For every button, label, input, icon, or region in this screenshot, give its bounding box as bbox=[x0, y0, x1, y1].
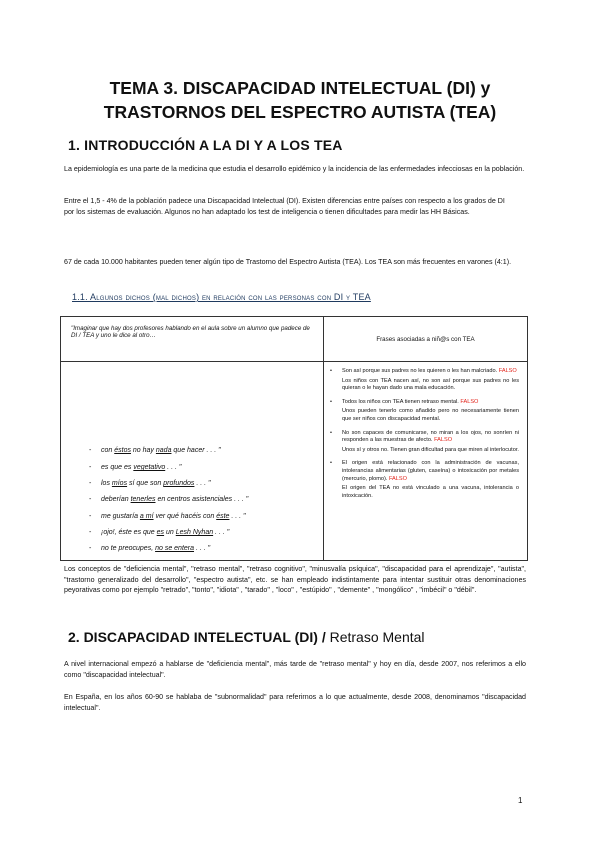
section-1-para-2-line-1: Entre el 1,5 - 4% de la población padece una Discapacidad Intelectual (DI). Existen diferencias entre países con respecto a los grados de DI bbox=[64, 197, 505, 205]
dash: - bbox=[89, 464, 92, 471]
quote-underline-2: éste bbox=[216, 513, 230, 520]
quote-line bbox=[89, 463, 181, 472]
falso-flag: FALSO bbox=[460, 398, 479, 405]
bullet-icon: • bbox=[330, 460, 332, 467]
quote-line bbox=[89, 495, 248, 504]
quote-underline-1: míos bbox=[111, 480, 128, 487]
page-title bbox=[60, 76, 540, 124]
quote-text-post: . . . " bbox=[229, 513, 246, 520]
falso-answer: Unos pueden tenerlo como añadido pero no necesariamente tienen que ser niños con discapacidad mental. bbox=[342, 408, 519, 422]
bullet-icon: • bbox=[330, 429, 332, 436]
quote-line bbox=[89, 512, 246, 521]
quote-underline-1: es bbox=[156, 529, 165, 536]
quote-text-mid: en centros asistenciales . . . " bbox=[155, 496, 249, 503]
falso-item bbox=[330, 399, 519, 424]
quote-underline-1: éstos bbox=[114, 447, 131, 454]
falso-answer: El origen del TEA no está vinculado a una vacuna, intolerancia o intoxicación. bbox=[342, 485, 519, 499]
claim-text: El origen está relacionado con la administración de vacunas, intolerancias alimentarias (gluten, caseína) o intoxicación por metales (mercurio, plomo). bbox=[342, 460, 519, 482]
falso-item bbox=[330, 368, 519, 393]
section-1-para-1: La epidemiología es una parte de la medicina que estudia el desarrollo epidémico y la incidencia de las enfermedades infecciosas en la población. bbox=[64, 165, 525, 173]
quote-underline-1: no se entera bbox=[155, 545, 195, 552]
quote-line bbox=[89, 446, 221, 455]
dash: - bbox=[89, 480, 92, 487]
quote-line bbox=[89, 479, 211, 488]
quote-underline-2: nada bbox=[155, 447, 172, 454]
bullet-icon: • bbox=[330, 368, 332, 374]
falso-claim bbox=[342, 368, 519, 376]
quote-line bbox=[89, 528, 229, 537]
quote-text-mid: . . . " bbox=[194, 545, 211, 552]
after-table-paragraph: Los conceptos de "deficiencia mental", "retraso mental", "retraso cognitivo", "minusvalía psíquica", "discapacidad para el aprendizaje", "autista", "trastorno generalizado del desarrollo", "espectro autista", etc. se han empleado indistintamente para intentar sustituir otras denominaciones peyorativas como por ejemplo "retrado", "tonto", "idiota" , "tarado" , "loco" , "estúpido" , "demente" , "mongólico" , "imbécil" o "débil". bbox=[64, 565, 526, 595]
falso-claim bbox=[342, 430, 519, 445]
quote-text-post: . . . " bbox=[213, 529, 230, 536]
right-header-cell: Frases asociadas a niñ@s con TEA bbox=[324, 317, 528, 362]
subheading-1-1: 1.1. Algunos dichos (mal dichos) en relación con las personas con DI y TEA bbox=[72, 292, 371, 302]
section-1-para-2 bbox=[64, 196, 526, 217]
quote-text-pre: me gustaría bbox=[101, 513, 140, 520]
quote-text-post: que hacer . . . " bbox=[171, 447, 221, 454]
quotes-list bbox=[61, 362, 303, 560]
section-2-para-1: A nivel internacional empezó a hablarse de "deficiencia mental", más tarde de "retraso mental" y hoy en día, desde 2007, nos referimos a ello como "discapacidad intelectual". bbox=[64, 660, 526, 679]
section-2-heading bbox=[68, 629, 425, 645]
quote-underline-1: a mí bbox=[139, 513, 154, 520]
section-2-para-2: En España, en los años 60-90 se hablaba de "subnormalidad" para referirnos a lo que actualmente, desde 2008, denominamos "discapacidad intelectual". bbox=[64, 693, 526, 712]
dash: - bbox=[89, 496, 92, 503]
falso-item bbox=[330, 430, 519, 455]
quote-text-mid: ver qué hacéis con bbox=[153, 513, 217, 520]
falso-claim bbox=[342, 460, 519, 483]
falso-answer: Unos sí y otros no. Tienen gran dificultad para que miren al interlocutor. bbox=[342, 446, 519, 453]
section-1-heading: 1. INTRODUCCIÓN A LA DI Y A LOS TEA bbox=[68, 137, 343, 153]
falso-flag: FALSO bbox=[434, 437, 453, 444]
falso-claim bbox=[342, 399, 519, 407]
quote-text-pre: los bbox=[101, 480, 112, 487]
sayings-table bbox=[60, 316, 528, 561]
quote-text-mid: no hay bbox=[130, 447, 156, 454]
quote-underline-1: vegetativo bbox=[133, 464, 166, 471]
quotes-cell bbox=[61, 362, 324, 561]
quote-text-mid: un bbox=[164, 529, 176, 536]
falso-list bbox=[324, 362, 528, 561]
dash: - bbox=[89, 529, 92, 536]
claim-text: No son capaces de comunicarse, no miran a los ojos, no sonríen ni responden a las muestras de afecto. bbox=[342, 429, 519, 444]
dash: - bbox=[89, 513, 92, 520]
dash: - bbox=[89, 545, 92, 552]
quote-underline-1: tenerles bbox=[130, 496, 156, 503]
bullet-icon: • bbox=[330, 398, 332, 405]
falso-answer: Los niños con TEA nacen así, no son así porque sus padres no les quieran o le hayan dado una mala educación. bbox=[342, 377, 519, 392]
falso-flag: FALSO bbox=[388, 475, 407, 482]
claim-text: Son así porque sus padres no les quieren o les han malcriado. bbox=[342, 368, 498, 374]
claim-text: Todos los niños con TEA tienen retraso mental. bbox=[342, 398, 459, 405]
section-1-para-2-line-2: por los sistemas de evaluación. Algunos no han adaptado los test de inteligencia o tienen dificultades para medir las HH Básicas. bbox=[64, 207, 470, 216]
falso-item bbox=[330, 460, 519, 500]
quote-underline-2: Lesh Nyhan bbox=[175, 529, 214, 536]
quote-line bbox=[89, 544, 210, 553]
dash: - bbox=[89, 447, 92, 454]
falso-flag: FALSO bbox=[498, 368, 517, 374]
quote-text-mid: sí que son bbox=[127, 480, 164, 487]
quote-text-post: . . . " bbox=[194, 480, 211, 487]
quote-text-pre: con bbox=[101, 447, 115, 454]
left-header-cell: "Imaginar que hay dos profesores hablando en el aula sobre un alumno que padece de DI / TEA y uno le dice al otro… bbox=[61, 317, 324, 362]
section-2-heading-bold: 2. DISCAPACIDAD INTELECTUAL (DI) / bbox=[68, 629, 326, 645]
section-1-para-3: 67 de cada 10.000 habitantes pueden tener algún tipo de Trastorno del Espectro Autista (TEA). Los TEA son más frecuentes en varones (4:1). bbox=[64, 258, 512, 266]
quote-text-pre: es que es bbox=[101, 464, 134, 471]
quote-text-pre: deberían bbox=[101, 496, 131, 503]
quote-text-pre: no te preocupes, bbox=[101, 545, 156, 552]
quote-text-pre: ¡ojo!, éste es que bbox=[101, 529, 157, 536]
title-line-1: TEMA 3. DISCAPACIDAD INTELECTUAL (DI) y bbox=[109, 78, 491, 98]
section-2-heading-light: Retraso Mental bbox=[325, 629, 425, 645]
page-number: 1 bbox=[518, 796, 523, 805]
quote-underline-2: profundos bbox=[163, 480, 195, 487]
quote-text-mid: . . . " bbox=[165, 464, 182, 471]
title-line-2: TRASTORNOS DEL ESPECTRO AUTISTA (TEA) bbox=[103, 102, 497, 122]
